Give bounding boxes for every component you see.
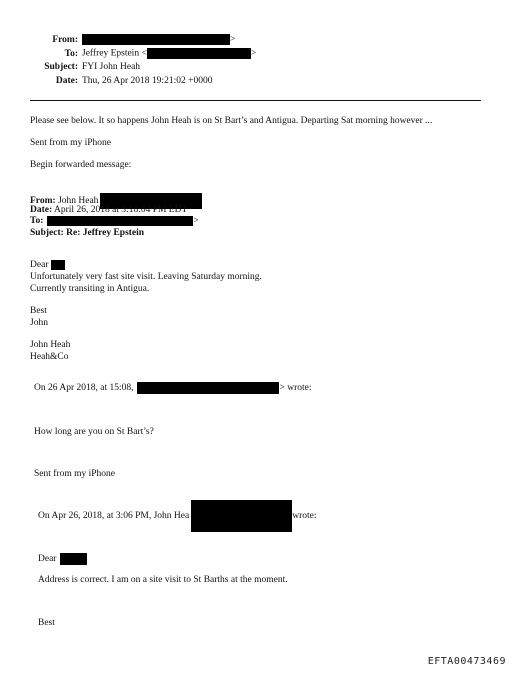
reply1-sig-name: John Heah — [30, 340, 71, 350]
body-begin-forwarded: Begin forwarded message: — [30, 160, 132, 170]
quote2-prefix: On Apr 26, 2018, at 3:06 PM, John Hea — [38, 511, 190, 522]
reply1-line1: Unfortunately very fast site visit. Leaving Saturday morning. — [30, 272, 262, 282]
quote2-suffix: wrote: — [292, 511, 317, 522]
header-subject-label: Subject: — [44, 62, 78, 72]
quote2-best: Best — [38, 618, 55, 628]
document-id: EFTA00473469 — [427, 656, 506, 667]
header-from-row — [0, 34, 235, 46]
redaction-box — [51, 260, 65, 270]
quote2-line1: Address is correct. I am on a site visit to St Barths at the moment. — [38, 575, 288, 585]
header-to-label: To: — [64, 48, 78, 59]
header-subject-value: FYI John Heah — [82, 62, 141, 72]
redaction-box — [47, 216, 193, 226]
header-date-value: Thu, 26 Apr 2018 19:21:02 +0000 — [82, 76, 213, 86]
reply1-best: Best — [30, 306, 47, 316]
fwd-date-label: Date: — [30, 205, 53, 215]
fwd-from-label: From: — [30, 196, 56, 207]
header-subject-row — [0, 62, 140, 73]
header-from-close: > — [230, 34, 236, 45]
redaction-box — [137, 382, 279, 394]
quote2-dear-row — [38, 553, 87, 566]
fwd-from-value: John Heah — [58, 196, 99, 207]
reply1-dear: Dear — [30, 260, 49, 271]
header-from-label: From: — [52, 34, 78, 45]
redaction-box — [60, 553, 87, 565]
quote1-prefix: On 26 Apr 2018, at 15:08, — [34, 383, 134, 394]
fwd-subject-label: Subject: — [30, 228, 64, 238]
quote1-sent-from: Sent from my iPhone — [34, 469, 116, 479]
header-to-row — [0, 48, 256, 60]
redaction-box — [147, 48, 251, 59]
fwd-subject-value: Re: Jeffrey Epstein — [66, 228, 145, 238]
header-date-label: Date: — [55, 76, 78, 86]
header-date-row — [0, 76, 212, 87]
fwd-to-label: To: — [30, 216, 44, 227]
fwd-subject-row — [30, 228, 144, 239]
quote1-suffix: > wrote: — [279, 383, 312, 394]
quote1-attribution — [34, 382, 312, 395]
fwd-to-close: > — [193, 216, 199, 227]
header-to-close: > — [250, 48, 257, 59]
header-to-value: Jeffrey Epstein < — [82, 48, 147, 59]
quote2-dear: Dear — [38, 554, 57, 565]
body-sent-from: Sent from my iPhone — [30, 138, 112, 148]
fwd-to-row — [30, 216, 199, 228]
reply1-dear-row — [30, 260, 65, 272]
reply1-name: John — [30, 318, 48, 328]
quote2-attribution — [38, 500, 316, 532]
fwd-date-value: April 26, 2018 at 3:18:04 PM EDT — [54, 205, 188, 215]
reply1-sig-company: Heah&Co — [30, 352, 69, 362]
fwd-date-row — [30, 205, 187, 216]
header-divider — [30, 100, 481, 101]
quote1-question: How long are you on St Bart’s? — [34, 427, 154, 437]
redaction-box — [82, 34, 230, 45]
redaction-box — [191, 500, 292, 532]
body-intro: Please see below. It so happens John Heah is on St Bart’s and Antigua. Departing Sat morning however ... — [30, 116, 433, 126]
reply1-line2: Currently transiting in Antigua. — [30, 284, 150, 294]
